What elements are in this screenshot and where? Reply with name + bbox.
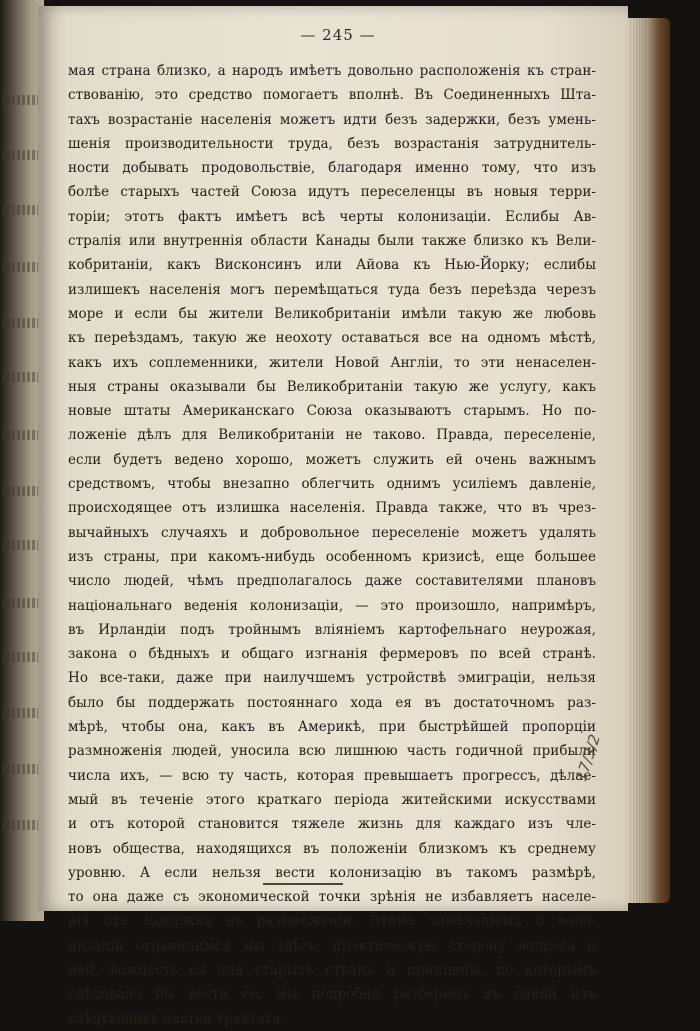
text-line: то она даже съ экономической точки зрѣнія не избавляетъ населе- — [68, 889, 596, 906]
text-line: новые штаты Американскаго Союза оказываютъ старымъ. Но по- — [68, 403, 596, 420]
text-line: ложеніе дѣлъ для Великобританіи не таково. Правда, переселеніе, — [68, 427, 596, 444]
handwritten-margin-note: 17/3/2 — [572, 732, 605, 784]
text-line: къ переѣздамъ, такую же неохоту оставаться все на одномъ мѣстѣ, — [68, 330, 596, 347]
text-line: тахъ возрастаніе населенія можетъ идти безъ задержки, безъ умень- — [68, 111, 596, 128]
text-line: шенія производительности труда, безъ возрастанія затруднитель- — [68, 135, 596, 152]
text-line: нія отъ задержки въ размноженіи. Этимъ замѣчаніемъ о коло- — [68, 913, 596, 930]
text-line: изъ страны, при какомъ-нибудь особенномъ кризисѣ, еще большее — [68, 548, 596, 565]
text-line: происходящее отъ излишка населенія. Правда также, что въ чрез- — [68, 500, 596, 517]
text-line: закона о бѣдныхъ и общаго изгнанія фермеровъ по всей странѣ. — [68, 646, 596, 663]
text-line: вычайныхъ случаяхъ и добровольное переселеніе можетъ удалять — [68, 524, 596, 541]
text-line: какъ ихъ соплеменники, жители Новой Англіи, то эти ненаселен- — [68, 354, 596, 371]
text-line: кобританіи, какъ Висконсинъ или Айова къ Нью-Йорку; еслибы — [68, 257, 596, 274]
text-line: въ Ирландіи подъ тройнымъ вліяніемъ картофельнаго неурожая, — [68, 621, 596, 638]
text-line: и отъ которой становится тяжеле жизнь для каждаго изъ чле- — [68, 816, 596, 833]
text-line: мый въ теченіе этого краткаго періода житейскими искусствами — [68, 791, 596, 808]
text-line: новъ общества, находящихся въ положеніи близкомъ къ среднему — [68, 840, 596, 857]
text-line: слѣдовало бы вести ее, мы подробно разберемъ въ одной изъ — [68, 986, 596, 1003]
text-line: числа ихъ, — всю ту часть, которая превышаетъ прогрессъ, дѣлае- — [68, 767, 596, 784]
text-line: средствомъ, чтобы внезапно облегчить однимъ усиліемъ давленіе, — [68, 476, 596, 493]
text-line: болѣе старыхъ частей Союза идутъ переселенцы въ новыя терри- — [68, 184, 596, 201]
text-line: національнаго веденія колонизаціи, — это произошло, напримѣръ, — [68, 597, 596, 614]
text-line: Но все-таки, даже при наилучшемъ устройствѣ эмиграціи, нельзя — [68, 670, 596, 687]
text-line: ности добывать продовольствіе, благодаря именно тому, что изъ — [68, 160, 596, 177]
text-line: ней, важность ея для старыхъ странъ и принципы, по которымъ — [68, 961, 596, 978]
text-line: излишекъ населенія могъ перемѣщаться туда безъ переѣзда черезъ — [68, 281, 596, 298]
text-line: уровню. А если нельзя вести колонизацію въ такомъ размѣрѣ, — [68, 864, 596, 881]
text-line: ствованію, это средство помогаетъ вполнѣ. Въ Соединенныхъ Шта- — [68, 87, 596, 104]
text-line: низаціи ограничимся мы здѣсь; практическую сторону вопроса о — [68, 937, 596, 954]
page-body-text — [68, 59, 596, 1031]
text-line: ныя страны оказывали бы Великобританіи такую же услугу, какъ — [68, 378, 596, 395]
text-line: слѣдующихъ частей трактата. — [68, 1010, 285, 1027]
page-number: — 245 — — [300, 26, 376, 44]
text-line: море и если бы жители Великобританіи имѣли такую же любовь — [68, 305, 596, 322]
text-line: было бы поддержать постояннаго хода ея въ достаточномъ раз- — [68, 694, 596, 711]
text-line: торіи; этотъ фактъ имѣетъ всѣ черты колонизаціи. Еслибы Ав- — [68, 208, 596, 225]
text-line: стралія или внутреннія области Канады были также близко къ Вели- — [68, 233, 596, 250]
text-line: мая страна близко, а народъ имѣетъ довольно расположенія къ стран- — [68, 63, 596, 79]
text-line: если будетъ ведено хорошо, можетъ служить ей очень важнымъ — [68, 451, 596, 468]
book-page — [38, 6, 628, 1027]
text-line: размноженія людей, уносила всю лишнюю часть годичной прибыли — [68, 743, 596, 760]
text-line: число людей, чѣмъ предполагалось даже составителями плановъ — [68, 573, 596, 590]
text-line: мѣрѣ, чтобы она, какъ въ Америкѣ, при быстрѣйшей пропорціи — [68, 719, 596, 736]
end-rule — [263, 883, 343, 885]
